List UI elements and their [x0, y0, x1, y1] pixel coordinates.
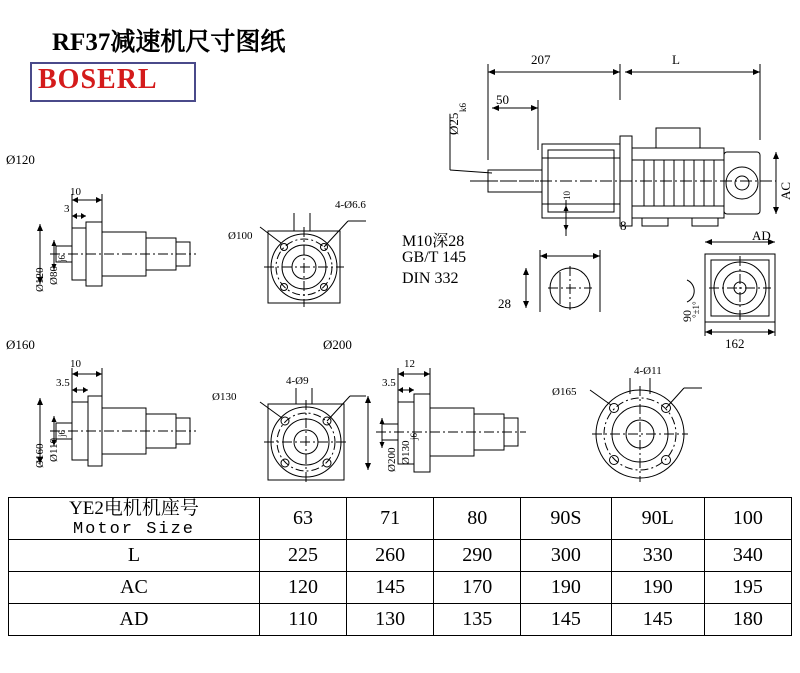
view-flange100-front: [248, 205, 378, 315]
cell-AD-3: 145: [521, 604, 611, 636]
page-title: RF37减速机尺寸图纸: [52, 29, 286, 56]
dim-bore110: Ø110: [48, 437, 60, 462]
cell-AC-2: 170: [434, 572, 521, 604]
cell-L-1: 260: [347, 540, 434, 572]
cell-AC-5: 195: [704, 572, 791, 604]
cell-L-4: 330: [611, 540, 704, 572]
dim-3-v1: 3: [64, 203, 70, 215]
cell-AD-1: 130: [347, 604, 434, 636]
dim-shaft-dia-tol: k6: [458, 103, 468, 112]
dim-10-v1: 10: [70, 186, 81, 198]
dim-207: 207: [531, 52, 551, 67]
dim-90deg-tol: °±1°: [691, 301, 701, 318]
dim-bore130-tol: j6: [409, 432, 419, 440]
label-dia200: Ø200: [323, 337, 352, 352]
size-col-5: 100: [704, 498, 791, 540]
size-col-4: 90L: [611, 498, 704, 540]
label-dia120: Ø120: [6, 152, 35, 167]
table-header-row: [9, 498, 792, 540]
shaft-end-detail: [520, 240, 640, 340]
cell-AD-0: 110: [260, 604, 347, 636]
dim-AD: AD: [752, 228, 771, 243]
motor-end-view: [665, 232, 795, 342]
dim-10-main: 10: [562, 191, 572, 200]
dim-50: 50: [496, 92, 509, 107]
dim-bore80-tol: j6: [57, 254, 67, 262]
thread-note-line3: DIN 332: [402, 270, 459, 287]
cell-AD-5: 180: [704, 604, 791, 636]
table-row: [9, 540, 792, 572]
label-holes-4x11: 4-Ø11: [634, 365, 662, 377]
header-motor-size-cell: [9, 498, 260, 540]
cell-L-3: 300: [521, 540, 611, 572]
dim-35-v5: 3.5: [382, 377, 396, 389]
header-label-cn: YE2电机机座号: [69, 498, 199, 519]
cell-AD-2: 135: [434, 604, 521, 636]
dim-10-v3: 10: [70, 358, 81, 370]
label-holes-4x9: 4-Ø9: [286, 375, 309, 387]
dim-90deg: 90: [680, 310, 694, 322]
dim-bore130: Ø130: [400, 440, 412, 465]
label-holes-4x66: 4-Ø6.6: [335, 199, 366, 211]
label-boltcircle-130: Ø130: [212, 391, 237, 403]
dim-bore80: Ø80: [48, 266, 60, 285]
dim-8: 8: [620, 218, 627, 233]
cell-AC-3: 190: [521, 572, 611, 604]
size-col-0: 63: [260, 498, 347, 540]
size-col-2: 80: [434, 498, 521, 540]
dim-162: 162: [725, 336, 745, 351]
dim-bore110-tol: j6: [57, 429, 67, 437]
dim-dia200-left: Ø200: [386, 447, 398, 472]
cell-AD-4: 145: [611, 604, 704, 636]
dim-28: 28: [498, 296, 511, 311]
cell-AC-1: 145: [347, 572, 434, 604]
table-row: [9, 572, 792, 604]
label-boltcircle-100: Ø100: [228, 230, 253, 242]
row-label-L: L: [9, 540, 260, 572]
label-boltcircle-165: Ø165: [552, 386, 577, 398]
dim-35-v3: 3.5: [56, 377, 70, 389]
specification-table: [8, 497, 792, 636]
header-label-en: Motor Size: [72, 519, 196, 539]
thread-note-line2: GB/T 145: [402, 249, 467, 266]
brand-logo: BOSERL: [38, 64, 158, 95]
dim-shaft-dia: Ø25: [446, 112, 461, 135]
table-row: [9, 604, 792, 636]
row-label-AC: AC: [9, 572, 260, 604]
size-col-1: 71: [347, 498, 434, 540]
cell-L-0: 225: [260, 540, 347, 572]
cell-L-2: 290: [434, 540, 521, 572]
cell-AC-0: 120: [260, 572, 347, 604]
row-label-AD: AD: [9, 604, 260, 636]
dim-L-top: L: [672, 52, 680, 67]
dim-dia120-left: Ø120: [34, 267, 46, 292]
view-flange165-front: [578, 372, 718, 490]
cell-AC-4: 190: [611, 572, 704, 604]
thread-note-line1: M10深28: [402, 233, 465, 250]
dim-12-v5: 12: [404, 358, 415, 370]
size-col-3: 90S: [521, 498, 611, 540]
label-dia160: Ø160: [6, 337, 35, 352]
dim-dia160-left: Ø160: [34, 443, 46, 468]
cell-L-5: 340: [704, 540, 791, 572]
dim-AC: AC: [778, 181, 793, 200]
